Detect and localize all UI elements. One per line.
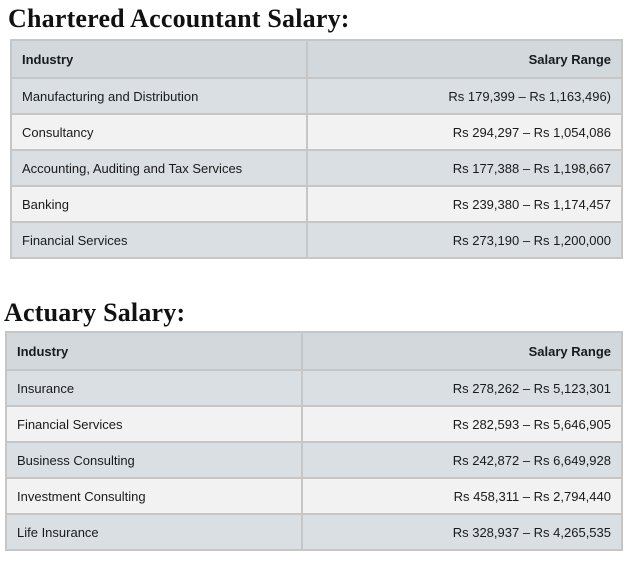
salary-range-cell: Rs 273,190 – Rs 1,200,000 [307,222,622,258]
table-row [11,186,622,222]
salary-range-cell: Rs 458,311 – Rs 2,794,440 [302,478,622,514]
table-row [6,406,622,442]
salary-range-cell: Rs 328,937 – Rs 4,265,535 [302,514,622,550]
actuary-title: Actuary Salary: [4,298,186,327]
industry-cell: Accounting, Auditing and Tax Services [11,150,307,186]
chartered-accountant-title: Chartered Accountant Salary: [8,4,350,33]
industry-column-header: Industry [11,40,307,78]
table-row [11,78,622,114]
salary-range-cell: Rs 239,380 – Rs 1,174,457 [307,186,622,222]
industry-cell: Consultancy [11,114,307,150]
industry-cell: Insurance [6,370,302,406]
table-row [6,370,622,406]
salary-range-column-header: Salary Range [302,332,622,370]
industry-cell: Manufacturing and Distribution [11,78,307,114]
salary-range-cell: Rs 294,297 – Rs 1,054,086 [307,114,622,150]
salary-range-cell: Rs 179,399 – Rs 1,163,496) [307,78,622,114]
industry-cell: Financial Services [6,406,302,442]
salary-range-cell: Rs 242,872 – Rs 6,649,928 [302,442,622,478]
table-header-row [6,332,622,370]
industry-cell: Banking [11,186,307,222]
actuary-salary-table [5,331,623,551]
industry-cell: Life Insurance [6,514,302,550]
table-row [11,222,622,258]
table-row [6,478,622,514]
industry-cell: Business Consulting [6,442,302,478]
table-row [11,150,622,186]
industry-cell: Financial Services [11,222,307,258]
table-row [6,514,622,550]
chartered-accountant-salary-table [10,39,623,259]
table-row [6,442,622,478]
table-row [11,114,622,150]
salary-range-column-header: Salary Range [307,40,622,78]
salary-range-cell: Rs 282,593 – Rs 5,646,905 [302,406,622,442]
table-header-row [11,40,622,78]
industry-column-header: Industry [6,332,302,370]
industry-cell: Investment Consulting [6,478,302,514]
salary-range-cell: Rs 278,262 – Rs 5,123,301 [302,370,622,406]
salary-range-cell: Rs 177,388 – Rs 1,198,667 [307,150,622,186]
